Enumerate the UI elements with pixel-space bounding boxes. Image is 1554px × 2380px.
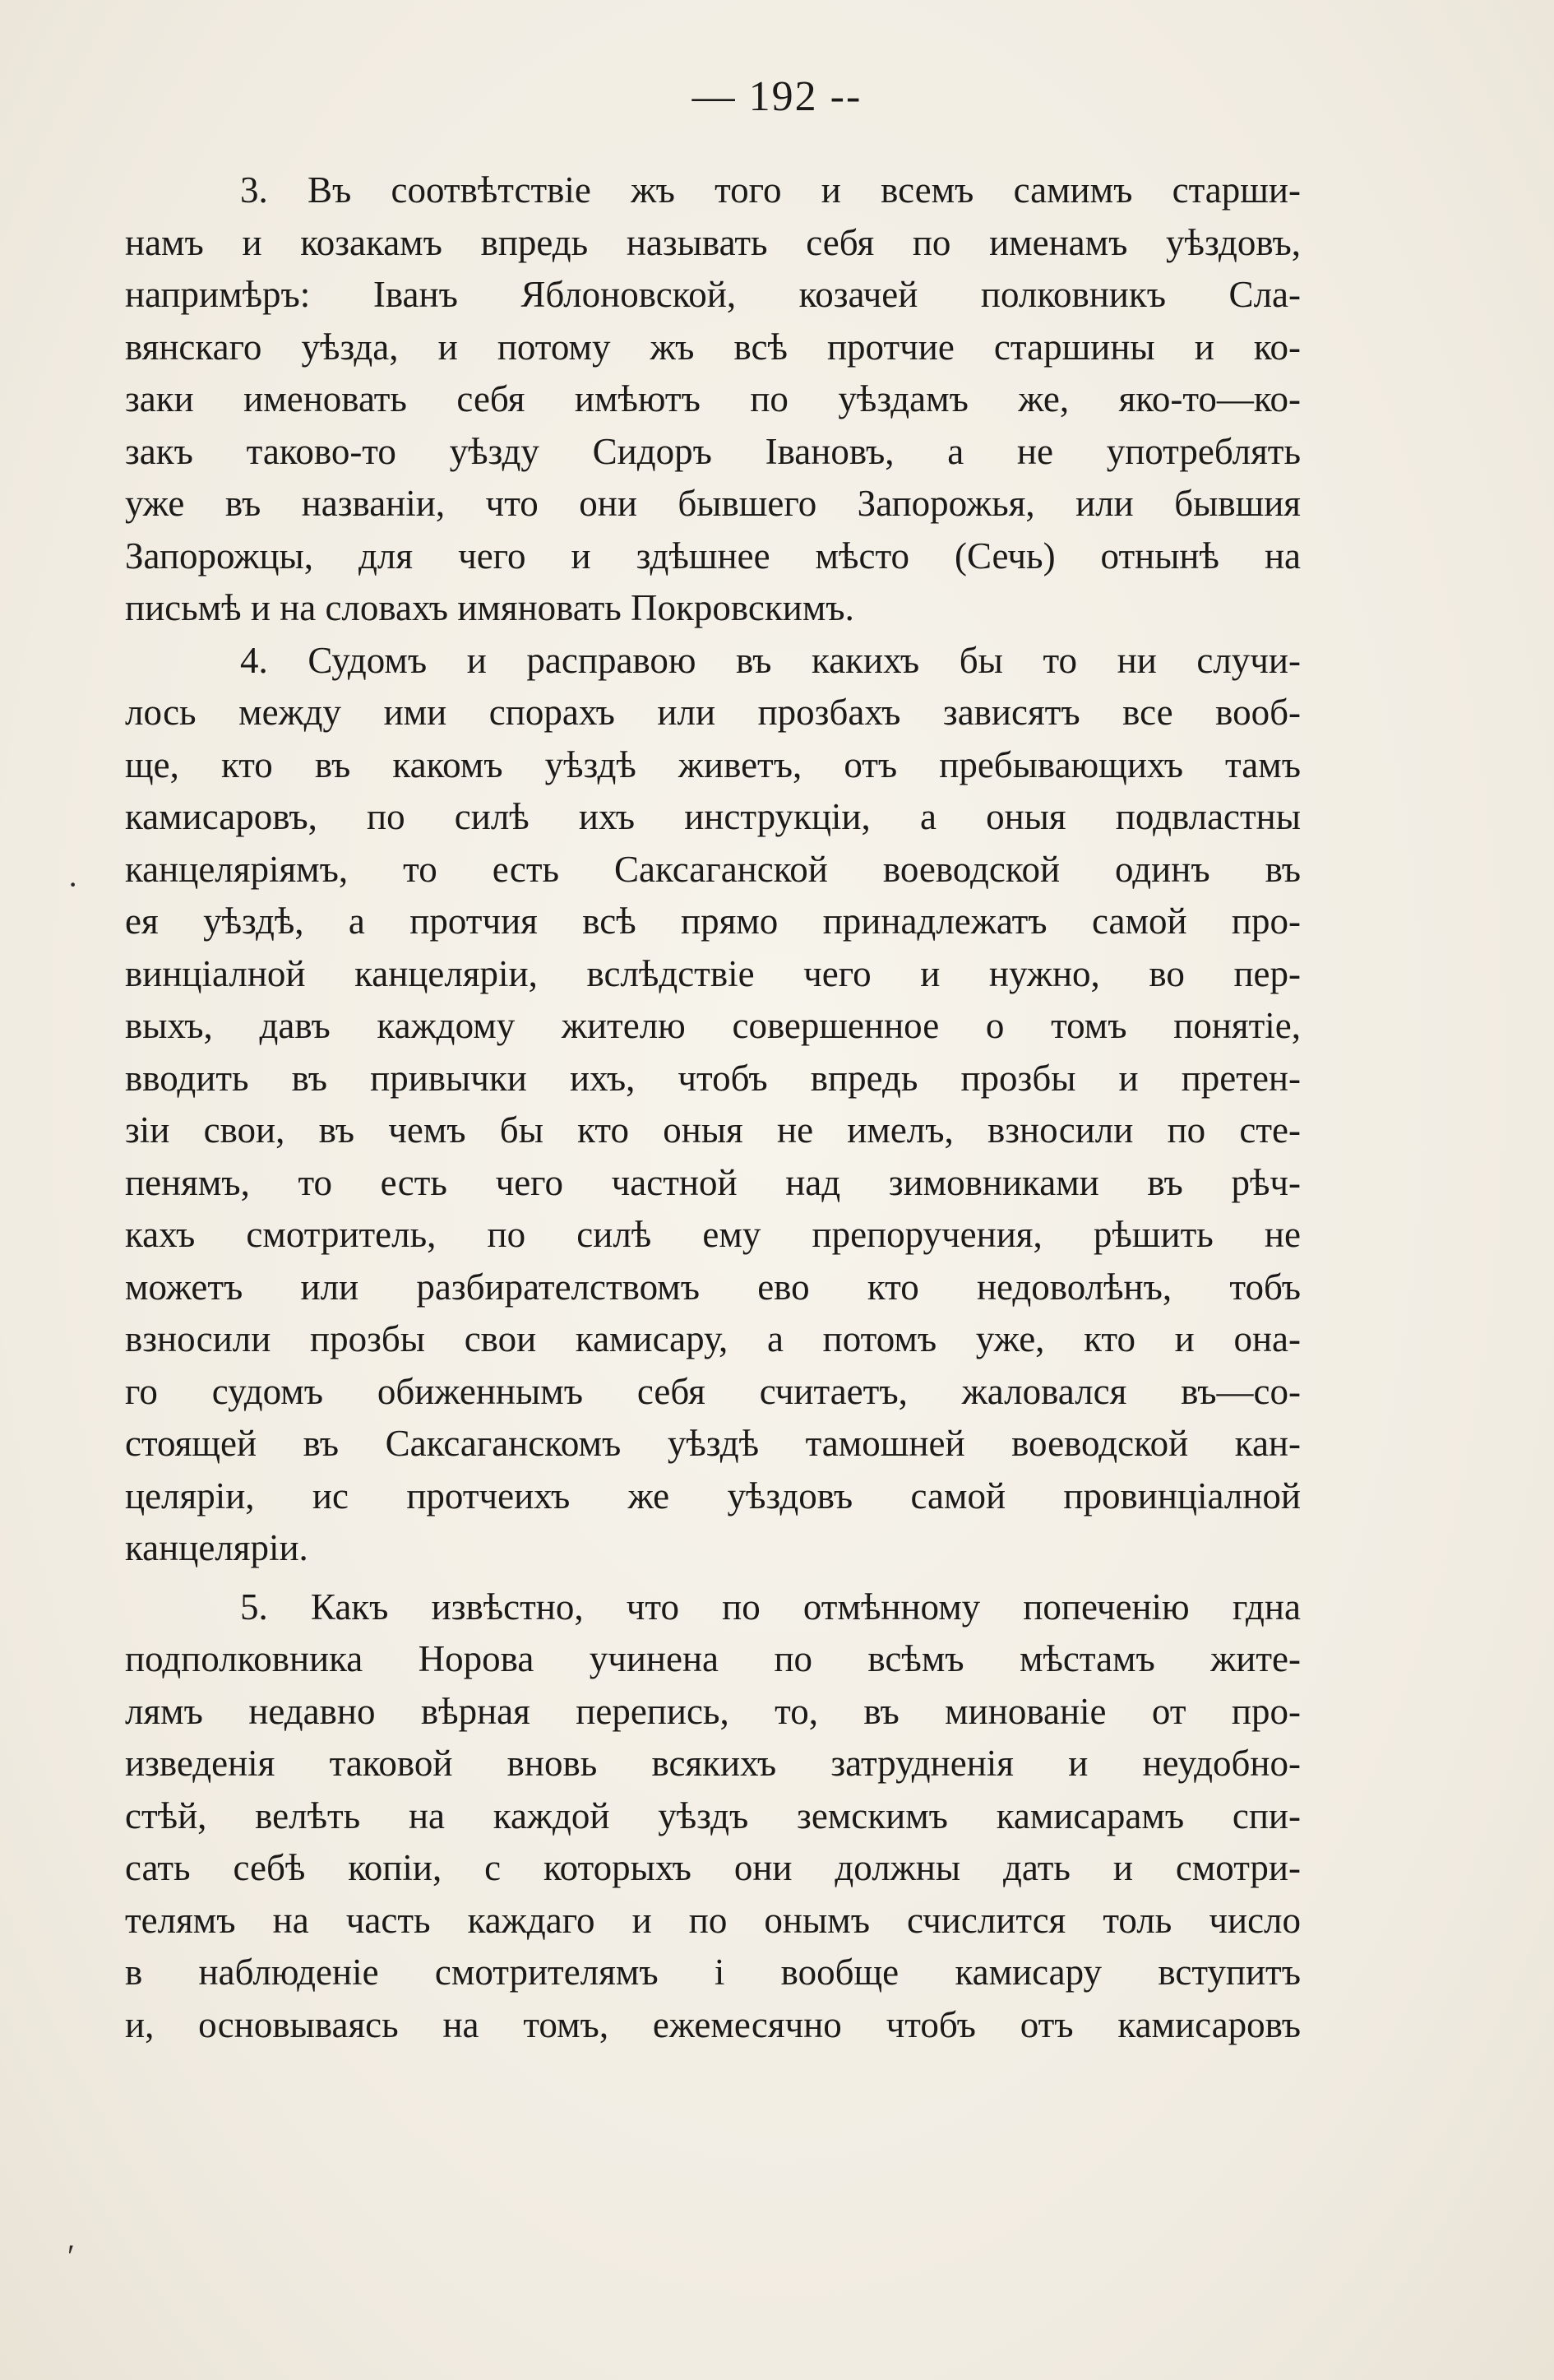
text-line: пенямъ, то есть чего частной над зимовниками въ рѣч- xyxy=(125,1161,1301,1203)
text-line: ея уѣздѣ, а протчия всѣ прямо принадлежатъ самой про- xyxy=(125,901,1301,942)
text-line: 5. Какъ извѣстно, что по отмѣнному попеченію гдна xyxy=(240,1586,1301,1628)
text-line: взносили прозбы свои камисару, а потомъ уже, кто и она- xyxy=(125,1318,1301,1359)
text-line: вянскаго уѣзда, и потому жъ всѣ протчие старшины и ко- xyxy=(125,326,1301,368)
text-line: изведенія таковой вновь всякихъ затрудненія и неудобно- xyxy=(125,1743,1301,1784)
body-text xyxy=(125,164,1301,2051)
text-line: 3. Въ соотвѣтствіе жъ того и всемъ самимъ старши- xyxy=(240,169,1301,211)
text-line: можетъ или разбирателствомъ ево кто недоволѣнъ, тобъ xyxy=(125,1266,1301,1308)
text-line: подполковника Норова учинена по всѣмъ мѣстамъ жите- xyxy=(125,1638,1301,1679)
text-line: Запорожцы, для чего и здѣшнее мѣсто (Сечь) отнынѣ на xyxy=(125,535,1301,576)
text-line: вводить въ привычки ихъ, чтобъ впредь прозбы и претен- xyxy=(125,1057,1301,1099)
text-line: го судомъ обиженнымъ себя считаетъ, жаловался въ—со- xyxy=(125,1370,1301,1412)
text-line: намъ и козакамъ впредь называть себя по именамъ уѣздовъ, xyxy=(125,221,1301,263)
text-line: целяріи, ис протчеихъ же уѣздовъ самой провинціалной xyxy=(125,1475,1301,1516)
text-line: телямъ на часть каждаго и по онымъ счислится толь число xyxy=(125,1899,1301,1941)
text-line: винціалной канцеляріи, вслѣдствіе чего и нужно, во пер- xyxy=(125,952,1301,994)
text-line: выхъ, давъ каждому жителю совершенное о томъ понятіе, xyxy=(125,1005,1301,1046)
text-line: стѣй, велѣть на каждой уѣздъ земскимъ камисарамъ спи- xyxy=(125,1794,1301,1836)
text-line: и, основываясь на томъ, ежемесячно чтобъ отъ камисаровъ xyxy=(125,2003,1301,2045)
text-line: ще, кто въ какомъ уѣздѣ живетъ, отъ пребывающихъ тамъ xyxy=(125,743,1301,785)
text-line: канцеляріи. xyxy=(125,1527,308,1568)
text-line: уже въ названіи, что они бывшего Запорожья, или бывшия xyxy=(125,483,1301,524)
margin-dot-mark: · xyxy=(67,866,79,903)
text-line: канцеляріямъ, то есть Саксаганской воеводской одинъ въ xyxy=(125,848,1301,890)
text-line: лось между ими спорахъ или прозбахъ зависятъ все вооб- xyxy=(125,692,1301,733)
paragraph-5 xyxy=(125,1581,1301,2052)
text-line: кахъ смотритель, по силѣ ему препоручения, рѣшить не xyxy=(125,1214,1301,1255)
paragraph-4 xyxy=(125,635,1301,1575)
text-line: сать себѣ копіи, с которыхъ они должны дать и смотри- xyxy=(125,1847,1301,1888)
margin-tick-mark: ʹ xyxy=(67,2238,75,2275)
page-number: — 192 -- xyxy=(691,73,863,120)
text-line: напримѣръ: Іванъ Яблоновской, козачей полковникъ Сла- xyxy=(125,274,1301,315)
paragraph-3 xyxy=(125,164,1301,635)
text-line: заки именовать себя имѣютъ по уѣздамъ же, яко-то—ко- xyxy=(125,378,1301,419)
text-line: лямъ недавно вѣрная перепись, то, въ минованіе от про- xyxy=(125,1690,1301,1732)
text-line: стоящей въ Саксаганскомъ уѣздѣ тамошней воеводской кан- xyxy=(125,1423,1301,1464)
text-line: в наблюденіе смотрителямъ і вообще камисару вступитъ xyxy=(125,1952,1301,1993)
paragraph-gap xyxy=(125,1575,1301,1581)
text-line: камисаровъ, по силѣ ихъ инструкціи, а оныя подвластны xyxy=(125,796,1301,837)
text-line: зіи свои, въ чемъ бы кто оныя не имелъ, взносили по сте- xyxy=(125,1109,1301,1151)
text-line: 4. Судомъ и расправою въ какихъ бы то ни случи- xyxy=(240,639,1301,681)
text-line: закъ таково-то уѣзду Сидоръ Івановъ, а не употреблять xyxy=(125,430,1301,472)
text-line: письмѣ и на словахъ имяновать Покровскимъ. xyxy=(125,587,854,628)
